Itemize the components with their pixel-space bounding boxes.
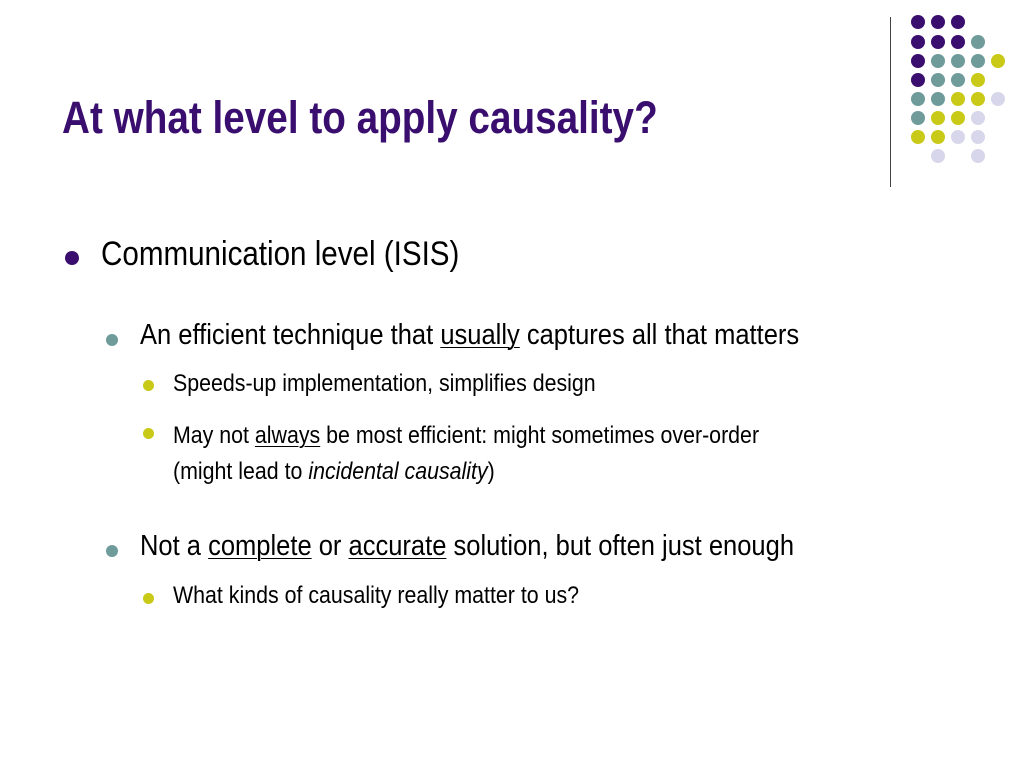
bullet-not-complete: Not a complete or accurate solution, but often just enough bbox=[140, 530, 795, 562]
decorative-dot bbox=[951, 73, 965, 87]
decorative-dot bbox=[951, 35, 965, 49]
decorative-dot bbox=[911, 54, 925, 68]
decorative-dot bbox=[911, 73, 925, 87]
decorative-dot bbox=[931, 54, 945, 68]
bullet-dot-icon bbox=[143, 380, 154, 391]
slide-title: At what level to apply causality? bbox=[62, 92, 658, 143]
bullet-dot-icon bbox=[106, 334, 118, 346]
underlined-word: always bbox=[254, 422, 321, 449]
divider-line bbox=[890, 17, 891, 187]
decorative-dot bbox=[971, 149, 985, 163]
decorative-dot bbox=[911, 92, 925, 106]
decorative-dot bbox=[911, 111, 925, 125]
bullet-may-not-always: May not always be most efficient: might sometimes over-order (might lead to incidental causality) bbox=[173, 422, 760, 485]
decorative-dot bbox=[991, 92, 1005, 106]
underlined-word: accurate bbox=[348, 530, 447, 562]
decorative-dot bbox=[931, 92, 945, 106]
decorative-dot bbox=[951, 92, 965, 106]
decorative-dot bbox=[931, 130, 945, 144]
bullet-dot-icon bbox=[106, 545, 118, 557]
decorative-dot bbox=[931, 15, 945, 29]
decorative-dot bbox=[951, 15, 965, 29]
bullet-dot-icon bbox=[143, 428, 154, 439]
bullet-dot-icon bbox=[65, 251, 79, 265]
decorative-dot bbox=[931, 111, 945, 125]
decorative-dot bbox=[971, 111, 985, 125]
underlined-word: usually bbox=[440, 319, 520, 351]
bullet-what-kinds: What kinds of causality really matter to us? bbox=[173, 582, 580, 609]
decorative-dot bbox=[971, 73, 985, 87]
decorative-dot bbox=[971, 54, 985, 68]
decorative-dot bbox=[971, 92, 985, 106]
decorative-dot bbox=[911, 15, 925, 29]
decorative-dot bbox=[971, 130, 985, 144]
emphasized-text: incidental causality bbox=[308, 458, 488, 485]
decorative-dot bbox=[931, 149, 945, 163]
bullet-efficient-technique: An efficient technique that usually captures all that matters bbox=[140, 319, 800, 351]
decorative-dot bbox=[911, 35, 925, 49]
decorative-dot bbox=[951, 130, 965, 144]
decorative-dot bbox=[951, 54, 965, 68]
decorative-dot bbox=[991, 54, 1005, 68]
decorative-dot bbox=[951, 111, 965, 125]
decorative-dot bbox=[931, 73, 945, 87]
bullet-dot-icon bbox=[143, 593, 154, 604]
decorative-dot bbox=[911, 130, 925, 144]
bullet-communication-level: Communication level (ISIS) bbox=[101, 235, 460, 273]
bullet-speeds-up: Speeds-up implementation, simplifies design bbox=[173, 370, 596, 397]
decorative-dot bbox=[931, 35, 945, 49]
underlined-word: complete bbox=[208, 530, 312, 562]
decorative-dot bbox=[971, 35, 985, 49]
